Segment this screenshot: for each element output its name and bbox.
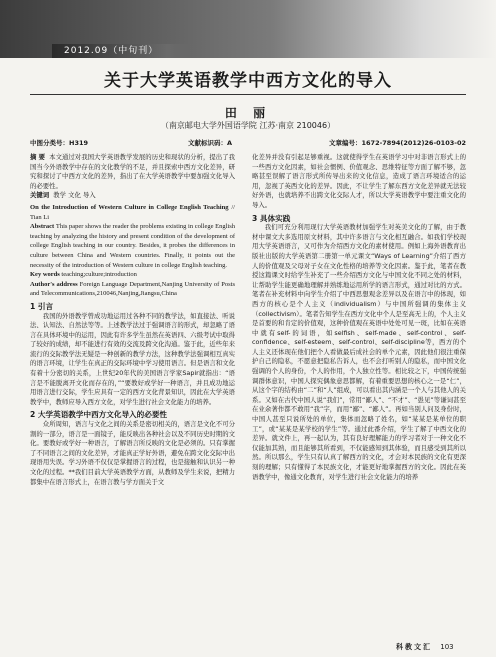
keywords-text: 教学 文化 导入 [53, 191, 96, 200]
section-1-body: 我国的外语教学曾成功地运用过各种不同的教学法，如直接法、听说法、认知法、自然法等等。上述教学法过于强调语言的形式，却忽略了语言在具体环境中的运用，因此有许多学生虽然在英语四、六级考试中取得了较好的成绩，却不能进行有效的交流及跨文化沟通。鉴于此，近些年来流行的交际教学法无疑是一种创新的教学方法，这种教学法强调相互真实的语言环境，让学生在真正的交际环境中学习使用语言。但是语言和文化有着十分密切的关系，上世纪20年代的美国语言学家Sapir就指出：“语言是不能脱离开文化而存在的，”“要教好或学好一种语言，并且成功地运用语言进行交际，学生应具有一定的西方文化背景知识，因此在大学英语教学中，教师应导入西方文化，对学生进行社会文化能力的培养。 [30, 311, 235, 406]
section-3-heading: 3 具体实践 [252, 213, 291, 223]
issue-label: 2012.09（中旬刊） [52, 44, 196, 58]
english-title-line [30, 203, 235, 222]
abstract-zh [30, 153, 235, 191]
abstract-en-text: This paper shows the reader the problems existing in college English teaching by analyzing the history and present condition of the development of college English teaching in our country. Besides, it probes the differences in culture between China and Western countries. Finally, it points out the necessity of the introduction of Western culture in college English teaching. [30, 223, 235, 269]
right-column [252, 153, 466, 482]
english-title: On the Introduction of Western Culture in College English Teaching [30, 203, 229, 211]
clc-number: 中图分类号：H319 [30, 139, 89, 147]
author-name: 田 丽 [224, 106, 272, 120]
left-column [30, 153, 235, 487]
abstract-en-label: Abstract [30, 223, 55, 231]
keywords-label: 关键词 [30, 191, 50, 200]
section-3-body: 我们可充分利用现行大学英语教材加强学生对英美文化的了解，由于教材中课文大多选用原文材料，其中许多语言与文化相互融合。如我们学校现用大学英语语言，又可作为介绍西方文化的素材使用。例如上海外语教育出版社出版的大学英语第二册第一单元课文“Ways of Learning”介绍了西方人的价值观及父母对子女在文化性格的培养等文化因素。鉴于此，笔者在教授这篇课文时给学生补充了一些介绍西方文化与中国文化不同之处的材料，让帮助学生能更确地理解并熟练地运用所学的语言形式，通过对比的方式。笔者在补充材料中向学生介绍了中西思想观念差异以及在语言中的体现，如西方的核心是个人主义（individualism）与中国所强调的集体主义（collectivism）。笔者告知学生在西方文化中个人是至高无上的，个人主义是首要的和肯定的价值观，这种价值观在英语中处处可见一斑，比如在英语中就有self-的词语，如selfish、self-made、self-control、self-confidence、self-esteem、self-control、self-discipline等，西方的个人主义还体现在他们把个人看做最后成社会的单个元素，因此他们很注重保护自己的隐私，不愿意把隐私告诉人，也不会打听别人的隐私，而中国文化强调的个人的身份，个人的作用，个人独立性等。相比较之下，中国传统强调群体意识，中国人探究偶象意思都解，有着重要思想的核心之一是“仁”，从这个字的结构由“二”和“人”组成，可以看出其内涵是一个人与其他人的关系。又如在古代中国人说“我们”，常用“鄙人”、“不才”、“愚见”等谦词甚至在业余著作都不敢用“我”字，而用“鄙”、“鄙人”。再如当别人问及身份时，中国人甚至只说所处的单位，集体而忽略了姓名，如“某某是某单位的职工”，或“某某是某学校的学生”等。通过此番介绍，学生了解了中西文化的差异。就文件上，再一起认为，其有良好理解能力的学习者对于一种文化不仅能加其熟，而且能够其所看到，不仅能感知到其体验，而且感受到其所以然。所以那么，学生只有认真了解西方的文化，才会对本民族的文化有更深刻的理解；只有懂得了本民族文化，才能更好地掌握西方的文化。因此在英语教学中，像通文化教育，对学生进行社会文化能力的培养 [252, 223, 466, 481]
right-paragraph-1: 化差异并没有引起足够重视。这就使得学生在英语学习中对非语言形式上的一些西方文化因素，如社会惯例、价值观念、思维特征等方面了解不够，忽略甚至误解了语言形式所传导出来的文化信息，造成了语言环境适合的运用，忽视了英西文化的差异。因此，不让学生了解东西方文化差异就无法较好外语，也就培养不出跨文化交际人才，所以大学英语教学中要注重文化的导入。 [252, 153, 466, 209]
article-number: 文章编号：1672-7894(2012)26-0103-02 [329, 139, 466, 147]
author-address [30, 280, 235, 299]
author-affiliation: （南京邮电大学外国语学院 江苏·南京 210046） [160, 121, 336, 130]
page-footer [396, 642, 454, 652]
article-title: 关于大学英语教学中西方文化的导入 [104, 71, 392, 91]
document-code: 文献标识码：A [188, 139, 233, 147]
keywords-en-label: Key words [30, 271, 60, 279]
abstract-en [30, 222, 235, 270]
english-author: // Tian Li [30, 203, 235, 221]
journal-name: 科教文汇 [396, 643, 432, 651]
section-1-heading: 1 引言 [30, 301, 54, 311]
keywords-en [30, 270, 235, 280]
abstract-label: 摘 要 [30, 153, 46, 161]
keywords-en-text: teaching;culture;introduction [61, 271, 137, 279]
section-2-body: 众所周知，语言与文化之间的关系是密切相关的，语言是文化不可分割的一部分，语言是一面镜子，能反映出各种社会以及不同历史时期的文化。要教好或学好一种语言，了解语言所反映的文化是必须的。只有掌握了不同语言之间的文化差异，才能真正学好外语，避免在跨文化交际中出现语用失误。学习外语不仅仅是掌握语言的过程，也是接触和认识另一种文化的过程。**我们目前大学英语教学方面，从教师及学生来说，把精力都集中在语言形式上，在语言教与学方面关于文 [30, 420, 235, 486]
page-number: 103 [440, 643, 454, 651]
author-address-text: Foreign Language Department,Nanjing University of Posts and Telecommunications,210046,Nanjing,Jiangsu,China [30, 280, 235, 298]
classification-row [30, 138, 466, 148]
abstract-text: 本文通过对我国大学英语教学发展的历史和现状的分析，提出了我国当今外语教学中存在的文化教学的不足，并且探索中西方文化差异，研究和探讨了中西方文化的差异，指出了在大学英语教学中要加强文化导入的必要性。 [30, 153, 235, 190]
author-address-label: Author's address [30, 280, 78, 288]
keywords-zh [30, 191, 235, 201]
section-2-heading: 2 大学英语教学中西方文化导入的必要性 [30, 410, 168, 420]
title-divider [30, 94, 466, 95]
